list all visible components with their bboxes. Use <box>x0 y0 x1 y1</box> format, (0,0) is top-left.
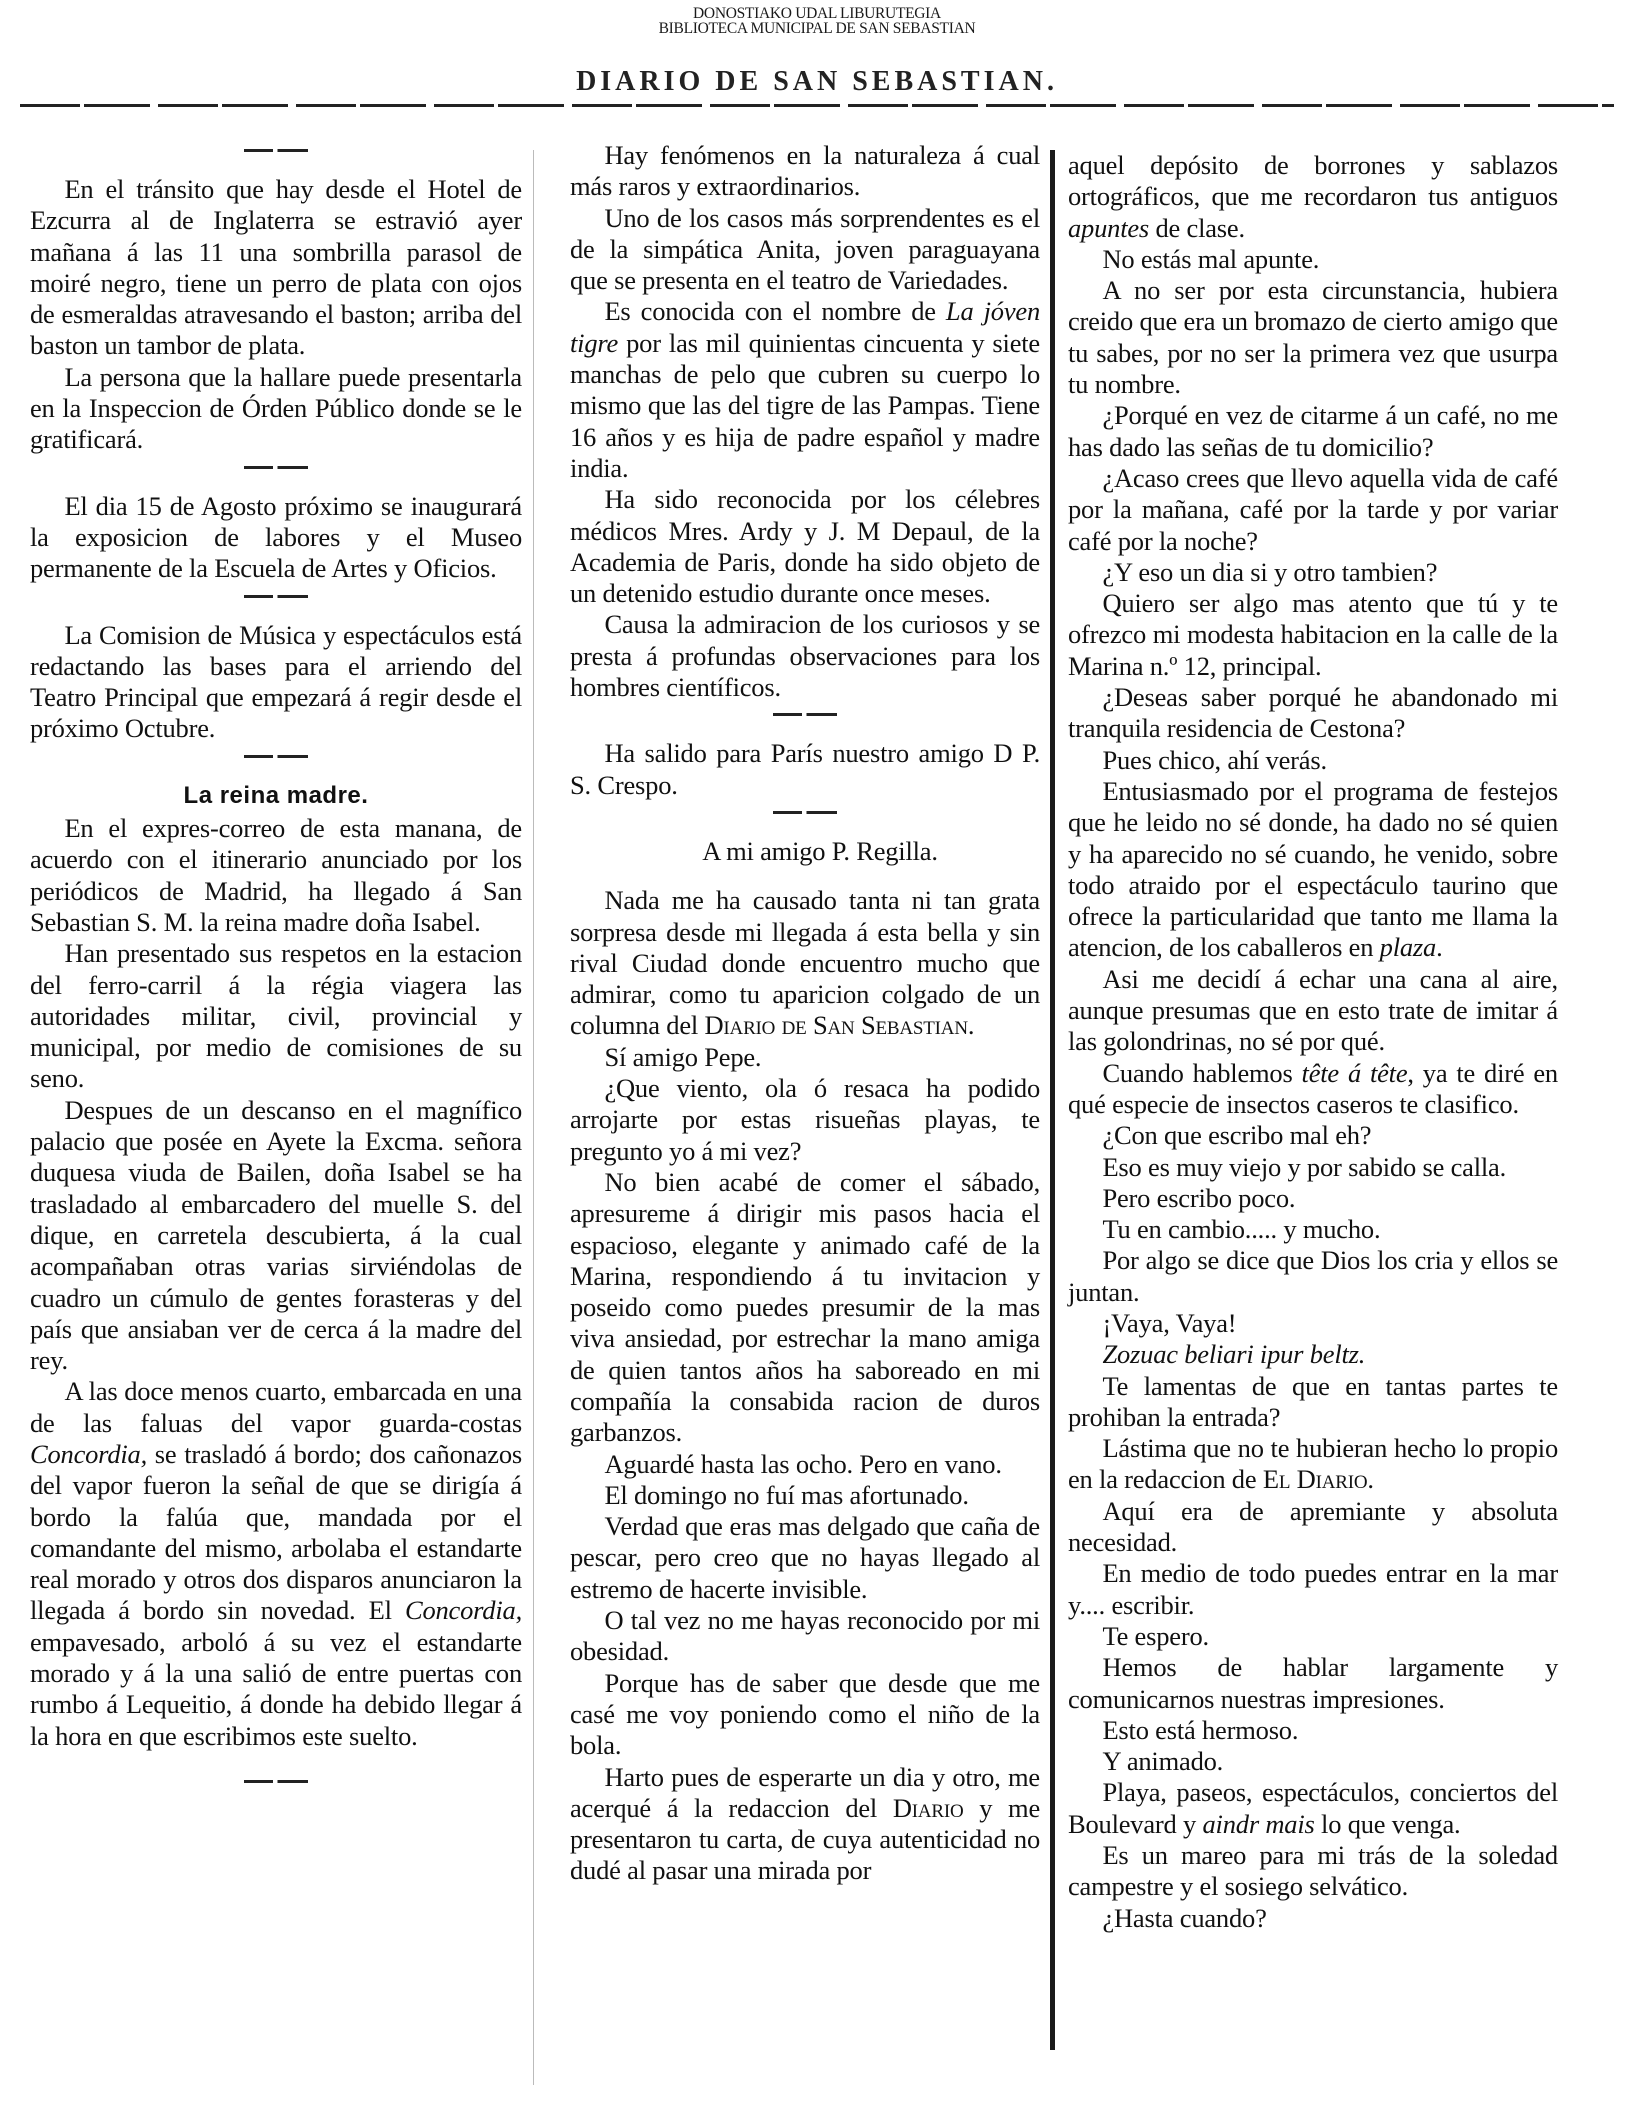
paragraph: Te espero. <box>1102 1620 1209 1651</box>
text-run: Cuando hablemos <box>1102 1057 1302 1088</box>
text-run: Lástima que no te hubieran hecho lo propio en la redaccion de <box>1068 1433 1558 1495</box>
text-run: A las doce menos cuarto, embarcada en una de las faluas del vapor guarda-costas <box>30 1376 522 1438</box>
paragraph: La persona que la hallare puede presentarla en la Inspeccion de Órden Público donde se le gratificará. <box>30 361 522 455</box>
letter-title: A mi amigo P. Regilla. <box>702 835 938 866</box>
paragraph: Asi me decidí á echar una cana al aire, aunque presumas que en esto trate de imitar á las golondrinas, no sé por qué. <box>1068 963 1558 1057</box>
paragraph: En el expres-correo de esta manana, de acuerdo con el itinerario anunciado por los periódicos de Madrid, ha llegado á San Sebastian S. M. la reina madre doña Isabel. <box>30 813 522 937</box>
article-lost-umbrella <box>30 174 522 456</box>
text-run: empavesado, arboló á su vez el estandarte morado y á la una salió de entre puertas con rumbo á Lequeitio, á donde ha debido llegar á la hora en que escribimos este suelto. <box>30 1626 522 1751</box>
italic-text: plaza <box>1379 932 1437 963</box>
ship-name: Concordia, <box>30 1438 148 1469</box>
paragraph: Ha sido reconocida por los célebres médicos Mres. Ardy y J. M Depaul, de la Academia de Paris, donde ha sido objeto de un detenido estudio durante once meses. <box>570 484 1040 609</box>
text-run: . <box>967 1010 975 1041</box>
article-letter <box>570 836 1040 1887</box>
paragraph: Quiero ser algo mas atento que tú y te ofrezco mi modesta habitacion en la calle de la Marina n.º 12, principal. <box>1068 588 1558 681</box>
article-letter-continued <box>1068 150 1558 1934</box>
column-left <box>30 145 522 1805</box>
column-middle <box>570 140 1040 1887</box>
paragraph: Hay fenómenos en la naturaleza á cual más raros y extraordinarios. <box>570 140 1040 202</box>
ship-name: Concordia, <box>404 1595 522 1626</box>
paragraph <box>1068 150 1558 244</box>
paragraph: No bien acabé de comer el sábado, apresureme á dirigir mis pasos hacia el espacioso, elegante y animado café de la Marina, respondiendo á tu invitacion y poseido como puedes presumir de la mas viva ansiedad, por estrechar la mano amiga de quien tantos años ha saboreado en mi compañía la consabida racion de duros garbanzos. <box>570 1166 1040 1448</box>
paragraph <box>1068 1058 1558 1121</box>
paragraph <box>1068 776 1558 964</box>
newspaper-name: El Diario <box>1262 1464 1368 1495</box>
paragraph: Tu en cambio..... y mucho. <box>1102 1214 1381 1245</box>
paragraph <box>1068 1777 1558 1840</box>
newspaper-masthead: DIARIO DE SAN SEBASTIAN. <box>576 66 1058 97</box>
text-run: Entusiasmado por el programa de festejos que he leido no sé donde, ha dado no sé quien y ha aparecido no sé cuando, he venido, sobre todo atraido por el espectáculo taurino que ofrece la particularidad que tanto me llama la atencion, de los caballeros en <box>1068 775 1558 963</box>
paragraph: Hemos de hablar largamente y comunicarnos nuestras impresiones. <box>1068 1652 1558 1714</box>
article-exhibition <box>30 491 522 585</box>
paragraph: No estás mal apunte. <box>1102 243 1320 274</box>
library-stamp <box>0 6 1634 36</box>
text-run: y me presentaron tu carta, de cuya autenticidad no dudé al pasar una mirada por <box>570 1792 1041 1886</box>
paragraph: ¿Porqué en vez de citarme á un café, no me has dado las señas de tu domicilio? <box>1068 400 1558 462</box>
paragraph: ¿Deseas saber porqué he abandonado mi tranquila residencia de Cestona? <box>1068 682 1558 744</box>
italic-text: tête á tête <box>1301 1057 1408 1088</box>
section-separator <box>244 466 308 469</box>
paragraph: Te lamentas de que en tantas partes te prohiban la entrada? <box>1068 1370 1558 1432</box>
paragraph: Verdad que eras mas delgado que caña de pescar, pero creo que no hayas llegado al estremo de hacerte invisible. <box>570 1511 1040 1604</box>
paragraph: Eso es muy viejo y por sabido se calla. <box>1102 1151 1507 1182</box>
paragraph: Uno de los casos más sorprendentes es el de la simpática Anita, joven paraguayana que se presenta en el teatro de Variedades. <box>570 202 1040 296</box>
paragraph: Es un mareo para mi trás de la soledad campestre y el sosiego selvático. <box>1068 1840 1558 1902</box>
newspaper-name: Diario <box>892 1792 964 1823</box>
paragraph: Y animado. <box>1102 1746 1224 1777</box>
paragraph: Pero escribo poco. <box>1102 1182 1296 1213</box>
article-title: La reina madre. <box>183 781 369 809</box>
article-anita <box>570 140 1040 703</box>
paragraph: Pues chico, ahí verás. <box>1102 744 1327 775</box>
paragraph: Causa la admiracion de los curiosos y se presta á profundas observaciones para los hombres científicos. <box>570 609 1040 703</box>
paragraph: ¡Vaya, Vaya! <box>1102 1307 1237 1338</box>
paragraph <box>570 296 1040 484</box>
paragraph: A no ser por esta circunstancia, hubiera creido que era un bromazo de cierto amigo que tu sabes, por no ser la primera vez que usurpa tu nombre. <box>1068 275 1558 400</box>
library-stamp-spanish: BIBLIOTECA MUNICIPAL DE SAN SEBASTIAN <box>658 20 976 37</box>
library-stamp-basque: DONOSTIAKO UDAL LIBURUTEGIA <box>693 5 941 22</box>
paragraph: El domingo no fuí mas afortunado. <box>604 1479 969 1510</box>
paragraph: ¿Hasta cuando? <box>1102 1902 1267 1933</box>
paragraph <box>1068 1339 1558 1370</box>
paragraph: ¿Acaso crees que llevo aquella vida de café por la mañana, café por la tarde y por variar café por la noche? <box>1068 462 1558 556</box>
masthead-rule <box>20 104 1614 107</box>
paragraph: En medio de todo puedes entrar en la mar y.... escribir. <box>1068 1558 1558 1620</box>
italic-text: La jóven tigre <box>570 296 1040 358</box>
paragraph: Sí amigo Pepe. <box>604 1041 762 1072</box>
paragraph: Aguardé hasta las ocho. Pero en vano. <box>604 1448 1002 1479</box>
column-divider-right <box>1050 150 1055 2050</box>
paragraph: En el tránsito que hay desde el Hotel de Ezcurra al de Inglaterra se estravió ayer mañana á las 11 una sombrilla parasol de moiré negro, tiene un perro de plata con ojos de esmeraldas atravesando el baston; arriba del baston un tambor de plata. <box>30 174 522 361</box>
paragraph: ¿Y eso un dia si y otro tambien? <box>1102 556 1438 587</box>
paragraph <box>1068 1433 1558 1496</box>
paragraph: ¿Con que escribo mal eh? <box>1102 1120 1372 1151</box>
paragraph: Por algo se dice que Dios los cria y ellos se juntan. <box>1068 1245 1558 1307</box>
paragraph: El dia 15 de Agosto próximo se inaugurará la exposicion de labores y el Museo permanente de la Escuela de Artes y Oficios. <box>30 490 522 584</box>
text-run: de clase. <box>1149 212 1245 243</box>
paragraph: Despues de un descanso en el magnífico palacio que posée en Ayete la Excma. señora duquesa viuda de Bailen, doña Isabel se ha trasladado al embarcadero del muelle S. del dique, en carretela descubierta, á la cual acompañaban otras varias sirviéndolas de cuadro un cúmulo de gentes forasteras y del país que ansiaban ver de cerca á la madre del rey. <box>30 1094 522 1376</box>
text-run: . <box>1436 932 1443 963</box>
section-separator <box>773 811 837 814</box>
text-run: . <box>1367 1464 1374 1495</box>
section-separator <box>244 755 308 758</box>
text-run: por las mil quinientas cincuenta y siete manchas de pelo que cubren su cuerpo lo mismo que las del tigre de las Pampas. Tiene 16 años y es hija de padre español y madre india. <box>570 327 1040 483</box>
text-run: lo que venga. <box>1314 1808 1461 1839</box>
column-right <box>1068 150 1558 1934</box>
text-run: Nada me ha causado tanta ni tan grata sorpresa desde mi llegada á esta bella y sin rival Ciudad donde encuentro mucho que admirar, como tu aparicion colgado de un columna del <box>570 885 1040 1041</box>
paragraph: Porque has de saber que desde que me casé me voy poniendo como el niño de la bola. <box>570 1667 1040 1761</box>
section-separator <box>244 1780 308 1783</box>
italic-text: aindr mais <box>1202 1808 1315 1839</box>
article-music-commission <box>30 620 522 745</box>
section-separator <box>244 149 308 152</box>
paragraph: ¿Que viento, ola ó resaca ha podido arrojarte por estas risueñas playas, te pregunto yo á mi vez? <box>570 1073 1040 1166</box>
paragraph: La Comision de Música y espectáculos está redactando las bases para el arriendo del Teatro Principal que empezará á regir desde el próximo Octubre. <box>30 619 522 744</box>
paragraph <box>570 1762 1040 1887</box>
newspaper-name: Diario de San Sebastian <box>704 1010 968 1041</box>
article-queen-mother <box>30 780 522 1752</box>
paragraph <box>30 1376 522 1752</box>
paragraph: Esto está hermoso. <box>1102 1714 1299 1745</box>
paragraph: Aquí era de apremiante y absoluta necesidad. <box>1068 1495 1558 1558</box>
article-crespo <box>570 738 1040 801</box>
section-separator <box>773 713 837 716</box>
paragraph: Han presentado sus respetos en la estacion del ferro-carril á la régia viagera las autoridades militar, civil, provincial y municipal, por medio de comisiones de su seno. <box>30 938 522 1094</box>
italic-text: apuntes <box>1068 212 1150 243</box>
text-run: , ya te diré en qué especie de insectos caseros te clasifico. <box>1068 1057 1558 1119</box>
paragraph: Ha salido para París nuestro amigo D P. S. Crespo. <box>570 738 1040 800</box>
text-run: aquel depósito de borrones y sablazos ortográficos, que me recordaron tus antiguos <box>1068 150 1558 212</box>
text-run: se trasladó á bordo; dos cañonazos del vapor fueron la señal de que se dirigía á bordo la falúa que, mandada por el comandante del mismo, arbolaba el estandarte real morado y otros dos disparos anunciaron la llegada á bordo sin novedad. El <box>30 1438 522 1626</box>
text-run: Harto pues de esperarte un dia y otro, me acerqué á la redaccion del <box>570 1761 1040 1823</box>
basque-proverb: Zozuac beliari ipur beltz. <box>1102 1339 1366 1370</box>
paragraph: O tal vez no me hayas reconocido por mi obesidad. <box>570 1605 1040 1667</box>
text-run: Playa, paseos, espectáculos, conciertos del Boulevard y <box>1068 1777 1558 1839</box>
paragraph <box>570 885 1040 1041</box>
column-divider-left <box>533 150 534 2085</box>
section-separator <box>244 595 308 598</box>
text-run: Es conocida con el nombre de <box>604 296 946 327</box>
